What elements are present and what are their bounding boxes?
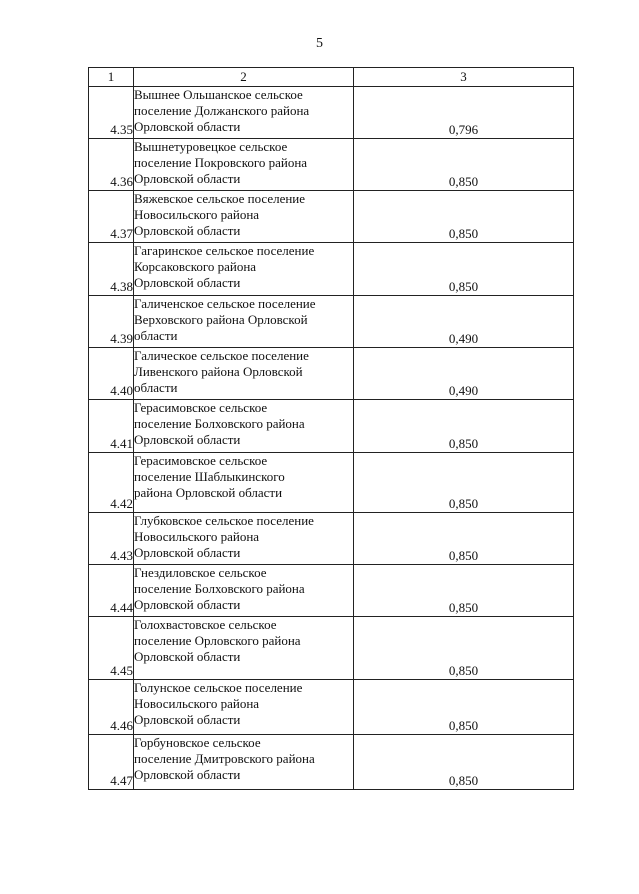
coefficient-value: 0,850	[354, 453, 574, 513]
settlement-name-line: Гагаринское сельское поселение	[134, 243, 315, 258]
settlement-name	[134, 400, 354, 453]
table-row	[89, 87, 574, 139]
table-row	[89, 617, 574, 680]
row-number: 4.38	[89, 243, 134, 296]
coefficient-value: 0,850	[354, 243, 574, 296]
table-row	[89, 243, 574, 296]
settlement-name	[134, 191, 354, 243]
row-number: 4.45	[89, 617, 134, 680]
table-row	[89, 400, 574, 453]
settlement-name-line: Горбуновское сельское	[134, 735, 261, 750]
table-row	[89, 453, 574, 513]
settlement-name-line: области	[134, 328, 178, 343]
settlement-name-line: Орловской области	[134, 119, 241, 134]
row-number: 4.37	[89, 191, 134, 243]
table-row	[89, 139, 574, 191]
settlement-name	[134, 565, 354, 617]
settlement-name-line: Корсаковского района	[134, 259, 257, 274]
settlement-name	[134, 87, 354, 139]
settlement-name-line: Орловской области	[134, 649, 241, 664]
settlement-name	[134, 735, 354, 790]
settlement-name	[134, 513, 354, 565]
table-row	[89, 513, 574, 565]
table-row	[89, 191, 574, 243]
settlement-name-line: области	[134, 380, 178, 395]
column-header-2: 2	[134, 68, 354, 87]
settlement-name-line: Голохвастовское сельское	[134, 617, 277, 632]
settlement-name-line: района Орловской области	[134, 485, 283, 500]
table-row	[89, 735, 574, 790]
coefficient-value: 0,490	[354, 296, 574, 348]
settlement-name-line: Ливенского района Орловской	[134, 364, 303, 379]
page-number: 5	[316, 36, 323, 51]
settlement-name-line: Вышнее Ольшанское сельское	[134, 87, 303, 102]
table-body	[89, 87, 574, 790]
settlement-name-line: Галическое сельское поселение	[134, 348, 309, 363]
settlement-name-line: Голунское сельское поселение	[134, 680, 303, 695]
coefficient-value: 0,850	[354, 680, 574, 735]
settlement-name-line: Галиченское сельское поселение	[134, 296, 316, 311]
settlement-name-line: Орловской области	[134, 171, 241, 186]
settlement-name	[134, 617, 354, 680]
settlement-name-line: Вышнетуровецкое сельское	[134, 139, 288, 154]
row-number: 4.36	[89, 139, 134, 191]
settlement-name-line: Орловской области	[134, 597, 241, 612]
settlement-name-line: Новосильского района	[134, 529, 260, 544]
settlement-name-line: Орловской области	[134, 432, 241, 447]
settlement-name-line: Глубковское сельское поселение	[134, 513, 314, 528]
settlement-name-line: Гнездиловское сельское	[134, 565, 267, 580]
settlement-name	[134, 348, 354, 400]
settlement-name-line: Орловской области	[134, 545, 241, 560]
settlement-name-line: Орловской области	[134, 767, 241, 782]
table-row	[89, 565, 574, 617]
table-row	[89, 348, 574, 400]
coefficient-value: 0,850	[354, 191, 574, 243]
settlement-name-line: поселение Шаблыкинского	[134, 469, 285, 484]
row-number: 4.35	[89, 87, 134, 139]
settlement-name-line: Орловской области	[134, 223, 241, 238]
coefficient-value: 0,490	[354, 348, 574, 400]
settlement-name-line: Герасимовское сельское	[134, 400, 268, 415]
coefficient-value: 0,850	[354, 400, 574, 453]
settlement-name-line: поселение Болховского района	[134, 416, 305, 431]
row-number: 4.42	[89, 453, 134, 513]
table-header-row	[89, 68, 574, 87]
settlement-name	[134, 243, 354, 296]
settlement-name-line: Новосильского района	[134, 207, 260, 222]
row-number: 4.40	[89, 348, 134, 400]
settlement-name-line: поселение Покровского района	[134, 155, 308, 170]
column-header-3: 3	[354, 68, 574, 87]
settlement-name-line: поселение Должанского района	[134, 103, 310, 118]
coefficient-value: 0,850	[354, 735, 574, 790]
row-number: 4.47	[89, 735, 134, 790]
settlement-name-line: поселение Дмитровского района	[134, 751, 315, 766]
settlement-name	[134, 680, 354, 735]
coefficient-value: 0,850	[354, 139, 574, 191]
coefficient-value: 0,796	[354, 87, 574, 139]
row-number: 4.46	[89, 680, 134, 735]
coefficient-value: 0,850	[354, 565, 574, 617]
row-number: 4.39	[89, 296, 134, 348]
settlement-name-line: Новосильского района	[134, 696, 260, 711]
coefficient-value: 0,850	[354, 617, 574, 680]
settlement-name-line: Герасимовское сельское	[134, 453, 268, 468]
row-number: 4.44	[89, 565, 134, 617]
settlement-name-line: Вяжевское сельское поселение	[134, 191, 306, 206]
settlement-name-line: поселение Болховского района	[134, 581, 305, 596]
row-number: 4.41	[89, 400, 134, 453]
settlement-name-line: Орловской области	[134, 275, 241, 290]
table-row	[89, 296, 574, 348]
row-number: 4.43	[89, 513, 134, 565]
settlement-name-line: Орловской области	[134, 712, 241, 727]
column-header-1: 1	[89, 68, 134, 87]
coefficient-value: 0,850	[354, 513, 574, 565]
settlement-name	[134, 139, 354, 191]
settlement-name-line: Верховского района Орловской	[134, 312, 308, 327]
table-row	[89, 680, 574, 735]
settlement-name	[134, 296, 354, 348]
data-table	[88, 67, 574, 790]
settlement-name-line: поселение Орловского района	[134, 633, 301, 648]
settlement-name	[134, 453, 354, 513]
